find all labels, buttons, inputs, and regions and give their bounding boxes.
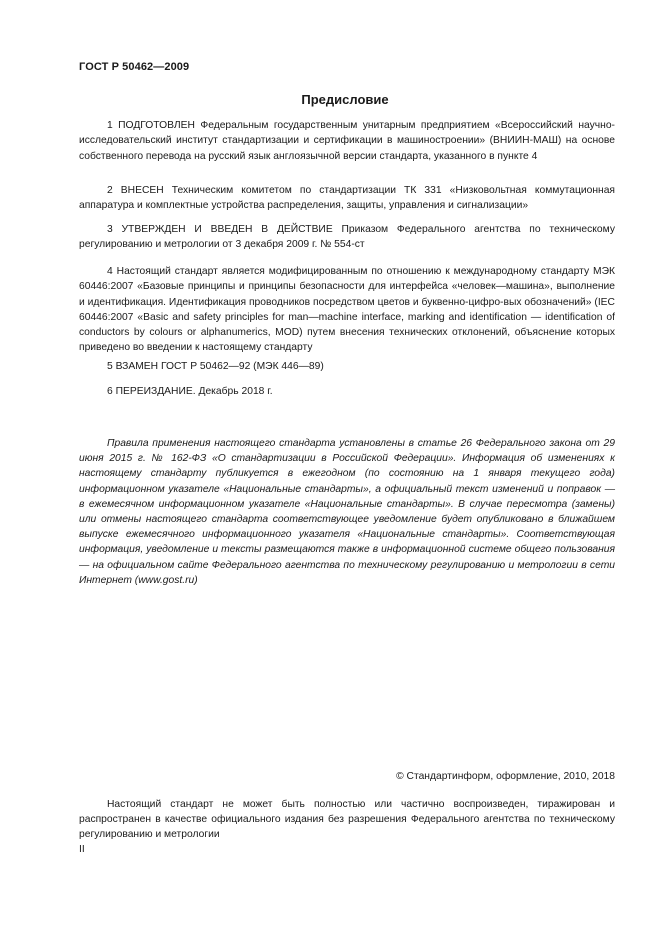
paragraph-modified: 4 Настоящий стандарт является модифицированным по отношению к международному стандарту МЭК 60446:2007 «Базовые принципы и принципы безопасности для интерфейса «человек—машина», выполнение и идентификация. Идентификация проводников посредством цветов и буквенно-цифро-вых обозначений» (IEC 60446:2007 «Basic and safety principles for man—machine interface, marking and identification — identification of conductors by colours or alphanumerics, MOD) путем внесения технических отклонений, объяснение которых приведено во введении к настоящему стандарту [79,266,615,354]
document-code: ГОСТ Р 50462—2009 [79,61,190,73]
paragraph-approved: 3 УТВЕРЖДЕН И ВВЕДЕН В ДЕЙСТВИЕ Приказом Федерального агентства по техническому регулированию и метрологии от 3 декабря 2009 г. № 554-ст [79,224,615,251]
copyright-line: © Стандартинформ, оформление, 2010, 2018 [396,771,615,782]
paragraph-prepared: 1 ПОДГОТОВЛЕН Федеральным государственным унитарным предприятием «Всероссийский научно-исследовательский институт стандартизации и сертификации в машиностроении» (ВНИИН-МАШ) на основе собственного перевода на русский язык англоязычной версии стандарта, указанного в пункте 4 [79,120,615,162]
paragraph-introduced: 2 ВНЕСЕН Техническим комитетом по стандартизации ТК 331 «Низковольтная коммутационная аппаратура и комплектные устройства распределения, защиты, управления и сигнализации» [79,185,615,212]
section-title: Предисловие [301,92,389,107]
reproduction-notice: Настоящий стандарт не может быть полностью или частично воспроизведен, тиражирован и распространен в качестве официального издания без разрешения Федерального агентства по техническому регулированию и метрологии [79,799,615,841]
page-number: II [79,844,85,855]
application-rules-notice: Правила применения настоящего стандарта установлены в статье 26 Федерального закона от 29 июня 2015 г. № 162-ФЗ «О стандартизации в Российской Федерации». Информация об изменениях к настоящему стандарту публикуется в ежегодном (по состоянию на 1 января текущего года) информационном указателе «Национальные стандарты», а официальный текст изменений и поправок — в ежемесячном информационном указателе «Национальные стандарты». В случае пересмотра (замены) или отмены настоящего стандарта соответствующее уведомление будет опубликовано в ближайшем выпуске ежемесячного информационного указателя «Национальные стандарты». Соответствующая информация, уведомление и тексты размещаются также в информационной системе общего пользования — на официальном сайте Федерального агентства по техническому регулированию и метрологии в сети Интернет (www.gost.ru) [79,438,615,586]
paragraph-replaces: 5 ВЗАМЕН ГОСТ Р 50462—92 (МЭК 446—89) [107,361,324,372]
paragraph-reissue: 6 ПЕРЕИЗДАНИЕ. Декабрь 2018 г. [107,386,273,397]
